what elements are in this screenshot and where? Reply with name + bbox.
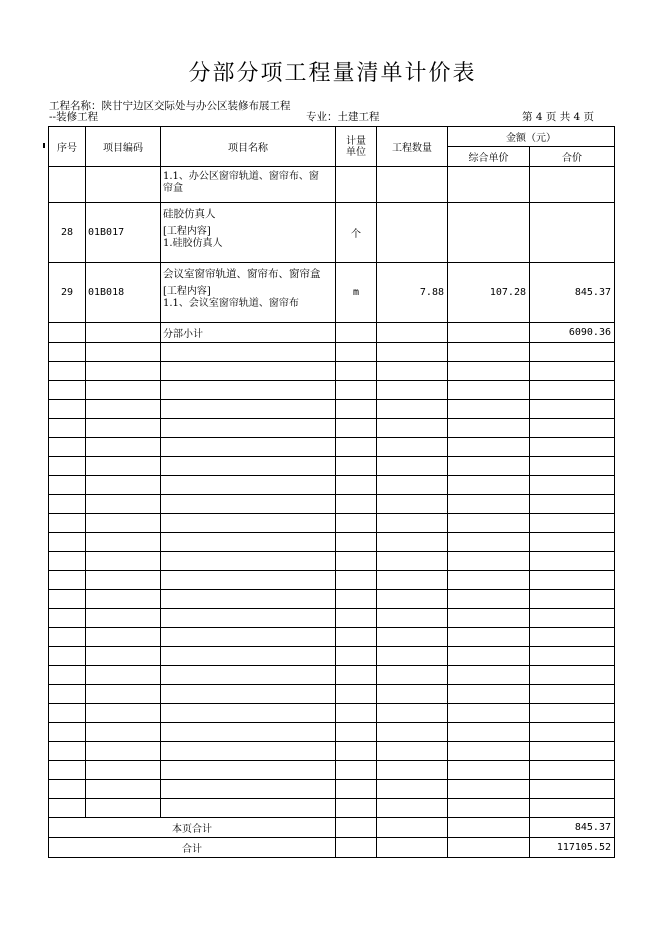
empty-cell [530,742,615,761]
empty-cell [86,552,161,571]
header-unit-line1: 计量 [346,135,366,147]
empty-cell [49,704,86,723]
subtotal-row [49,323,615,343]
empty-cell [86,761,161,780]
empty-cell [336,400,377,419]
project-name: 工程名称：陕甘宁边区交际处与办公区装修布展工程 [49,100,291,112]
empty-cell [336,457,377,476]
empty-cell [161,780,336,799]
empty-cell [377,666,448,685]
empty-cell [377,742,448,761]
empty-cell [530,457,615,476]
empty-row [49,419,615,438]
empty-cell [377,761,448,780]
empty-row [49,609,615,628]
empty-row [49,704,615,723]
empty-cell [336,609,377,628]
subtotal-label: 分部小计 [161,323,336,343]
empty-cell [448,476,530,495]
empty-cell [161,343,336,362]
empty-cell [336,742,377,761]
header-unit-price: 综合单价 [448,147,530,167]
empty-cell [161,438,336,457]
empty-cell [49,343,86,362]
name-line: [工程内容] [163,226,211,237]
empty-cell [336,628,377,647]
empty-cell [336,647,377,666]
empty-cell [86,685,161,704]
empty-row [49,666,615,685]
empty-cell [530,514,615,533]
empty-row [49,381,615,400]
name-line: 1.硅胶仿真人 [163,238,223,249]
header-unit [336,127,377,167]
empty-cell [49,742,86,761]
name-title: 硅胶仿真人 [163,208,216,220]
empty-cell [86,381,161,400]
empty-cell [336,666,377,685]
empty-cell [86,590,161,609]
empty-row [49,571,615,590]
empty-cell [377,343,448,362]
cell-unit: 个 [336,203,377,263]
empty-cell [530,362,615,381]
empty-cell [448,552,530,571]
empty-cell [448,647,530,666]
empty-cell [161,742,336,761]
page-total-row [49,818,615,838]
empty-cell [49,419,86,438]
empty-cell [530,419,615,438]
empty-cell [161,533,336,552]
empty-cell [86,514,161,533]
empty-cell [161,666,336,685]
empty-cell [49,685,86,704]
empty-cell [49,628,86,647]
empty-cell [336,533,377,552]
cell-code [86,167,161,203]
empty-cell [49,476,86,495]
empty-cell [448,457,530,476]
empty-cell [448,514,530,533]
empty-cell [448,609,530,628]
header-seq: 序号 [49,127,86,167]
empty-cell [86,609,161,628]
empty-cell [49,495,86,514]
empty-cell [49,571,86,590]
empty-cell [161,362,336,381]
empty-cell [161,400,336,419]
empty-cell [161,571,336,590]
empty-cell [161,381,336,400]
empty-cell [377,685,448,704]
empty-cell [161,457,336,476]
empty-cell [377,419,448,438]
empty-cell [161,704,336,723]
empty-cell [336,381,377,400]
empty-cell [530,799,615,818]
empty-row [49,761,615,780]
empty-cell [86,400,161,419]
empty-cell [336,590,377,609]
empty-cell [86,343,161,362]
empty-cell [377,609,448,628]
empty-cell [161,799,336,818]
cell-code: 01B017 [86,203,161,263]
empty-row [49,495,615,514]
empty-row [49,514,615,533]
name-title: 会议室窗帘轨道、窗帘布、窗帘盒 [163,268,321,280]
empty-row [49,723,615,742]
empty-cell [377,590,448,609]
empty-cell [49,514,86,533]
empty-cell [49,438,86,457]
cell-name [161,167,336,203]
empty-row [49,533,615,552]
header-code: 项目编码 [86,127,161,167]
name-line: [工程内容] [163,286,211,297]
bill-table [48,126,615,858]
cell-unit [336,167,377,203]
empty-cell [86,533,161,552]
cell-code: 01B018 [86,263,161,323]
grand-total-label: 合计 [49,838,336,858]
empty-row [49,343,615,362]
empty-cell [448,799,530,818]
empty-cell [530,400,615,419]
empty-cell [448,780,530,799]
empty-cell [530,552,615,571]
empty-row [49,457,615,476]
empty-row [49,685,615,704]
empty-cell [377,799,448,818]
empty-row [49,742,615,761]
empty-cell [161,495,336,514]
page-total-label: 本页合计 [49,818,336,838]
empty-cell [336,799,377,818]
empty-cell [86,628,161,647]
empty-cell [377,476,448,495]
empty-cell [530,590,615,609]
empty-cell [377,628,448,647]
empty-cell [530,438,615,457]
empty-cell [336,419,377,438]
empty-cell [448,628,530,647]
empty-cell [336,343,377,362]
empty-cell [86,666,161,685]
empty-cell [49,609,86,628]
empty-cell [336,438,377,457]
grand-total-row [49,838,615,858]
empty-cell [377,533,448,552]
empty-row [49,552,615,571]
empty-cell [377,457,448,476]
empty-cell [336,362,377,381]
empty-cell [530,723,615,742]
empty-cell [530,761,615,780]
empty-cell [530,571,615,590]
empty-cell [530,381,615,400]
empty-cell [448,438,530,457]
empty-cell [336,704,377,723]
empty-cell [49,590,86,609]
empty-cell [161,590,336,609]
empty-cell [336,761,377,780]
row-marker [43,143,45,148]
empty-cell [530,780,615,799]
cell-price: 107.28 [448,263,530,323]
empty-cell [336,685,377,704]
empty-cell [49,552,86,571]
empty-cell [49,666,86,685]
page-total-value: 845.37 [530,818,615,838]
empty-row [49,780,615,799]
empty-cell [530,704,615,723]
empty-cell [336,495,377,514]
empty-cell [377,400,448,419]
project-subname: --装修工程 [49,111,99,123]
table-row [49,203,615,263]
empty-cell [448,533,530,552]
header-qty: 工程数量 [377,127,448,167]
empty-cell [530,647,615,666]
empty-cell [448,400,530,419]
empty-cell [86,457,161,476]
cell-unit: m [336,263,377,323]
empty-cell [86,571,161,590]
empty-cell [448,343,530,362]
empty-cell [448,704,530,723]
cell-seq: 29 [49,263,86,323]
empty-cell [377,438,448,457]
empty-cell [336,723,377,742]
empty-cell [336,476,377,495]
empty-row [49,476,615,495]
empty-cell [530,628,615,647]
table-row [49,263,615,323]
empty-cell [86,362,161,381]
empty-cell [86,799,161,818]
subtotal-value: 6090.36 [530,323,615,343]
empty-cell [336,780,377,799]
empty-cell [161,476,336,495]
empty-cell [86,419,161,438]
empty-row [49,799,615,818]
empty-cell [161,609,336,628]
empty-cell [377,495,448,514]
cell-price [448,203,530,263]
empty-cell [448,666,530,685]
empty-cell [86,704,161,723]
empty-cell [161,647,336,666]
empty-cell [530,495,615,514]
empty-cell [86,647,161,666]
empty-cell [49,647,86,666]
empty-cell [161,723,336,742]
empty-cell [49,799,86,818]
empty-cell [377,780,448,799]
cell-total: 845.37 [530,263,615,323]
empty-row [49,362,615,381]
empty-cell [86,476,161,495]
table-row [49,167,615,203]
empty-cell [448,495,530,514]
empty-cell [448,419,530,438]
empty-cell [377,552,448,571]
header-total: 合价 [530,147,615,167]
empty-cell [530,343,615,362]
cell-qty [377,167,448,203]
empty-cell [49,457,86,476]
cell-seq [49,167,86,203]
cell-name [161,203,336,263]
empty-cell [49,780,86,799]
page-title: 分部分项工程量清单计价表 [188,61,477,86]
empty-cell [336,514,377,533]
empty-cell [530,666,615,685]
empty-cell [377,723,448,742]
cell-qty: 7.88 [377,263,448,323]
empty-cell [86,495,161,514]
empty-cell [161,514,336,533]
header-unit-line2: 单位 [346,146,366,158]
empty-row [49,647,615,666]
name-line: 1.1、办公区窗帘轨道、窗帘布、窗 [163,171,319,182]
empty-cell [86,438,161,457]
empty-cell [377,571,448,590]
empty-row [49,400,615,419]
cell-total [530,167,615,203]
empty-cell [161,552,336,571]
empty-cell [377,647,448,666]
header-name: 项目名称 [161,127,336,167]
empty-cell [336,571,377,590]
empty-cell [49,723,86,742]
empty-cell [448,742,530,761]
empty-cell [336,552,377,571]
empty-cell [530,533,615,552]
empty-cell [49,533,86,552]
cell-seq: 28 [49,203,86,263]
empty-cell [86,723,161,742]
empty-cell [530,476,615,495]
name-line: 1.1、会议室窗帘轨道、窗帘布 [163,298,299,309]
empty-cell [377,704,448,723]
major-label: 专业：土建工程 [306,111,380,123]
empty-cell [49,381,86,400]
empty-row [49,628,615,647]
empty-cell [86,742,161,761]
cell-price [448,167,530,203]
empty-rows [49,343,615,818]
cell-qty [377,203,448,263]
empty-cell [161,761,336,780]
empty-cell [49,362,86,381]
cell-total [530,203,615,263]
empty-cell [49,400,86,419]
empty-cell [161,685,336,704]
empty-cell [161,419,336,438]
empty-cell [530,685,615,704]
empty-cell [448,761,530,780]
empty-cell [377,381,448,400]
empty-cell [377,514,448,533]
empty-cell [448,571,530,590]
empty-cell [377,362,448,381]
header-amount: 金额（元） [448,127,615,147]
empty-cell [448,723,530,742]
cell-name [161,263,336,323]
empty-row [49,438,615,457]
page-indicator: 第 4 页 共 4 页 [522,111,595,123]
empty-cell [448,381,530,400]
name-line: 帘盒 [163,183,183,194]
empty-cell [530,609,615,628]
empty-cell [448,590,530,609]
grand-total-value: 117105.52 [530,838,615,858]
empty-cell [86,780,161,799]
empty-cell [448,685,530,704]
empty-row [49,590,615,609]
empty-cell [448,362,530,381]
empty-cell [161,628,336,647]
empty-cell [49,761,86,780]
